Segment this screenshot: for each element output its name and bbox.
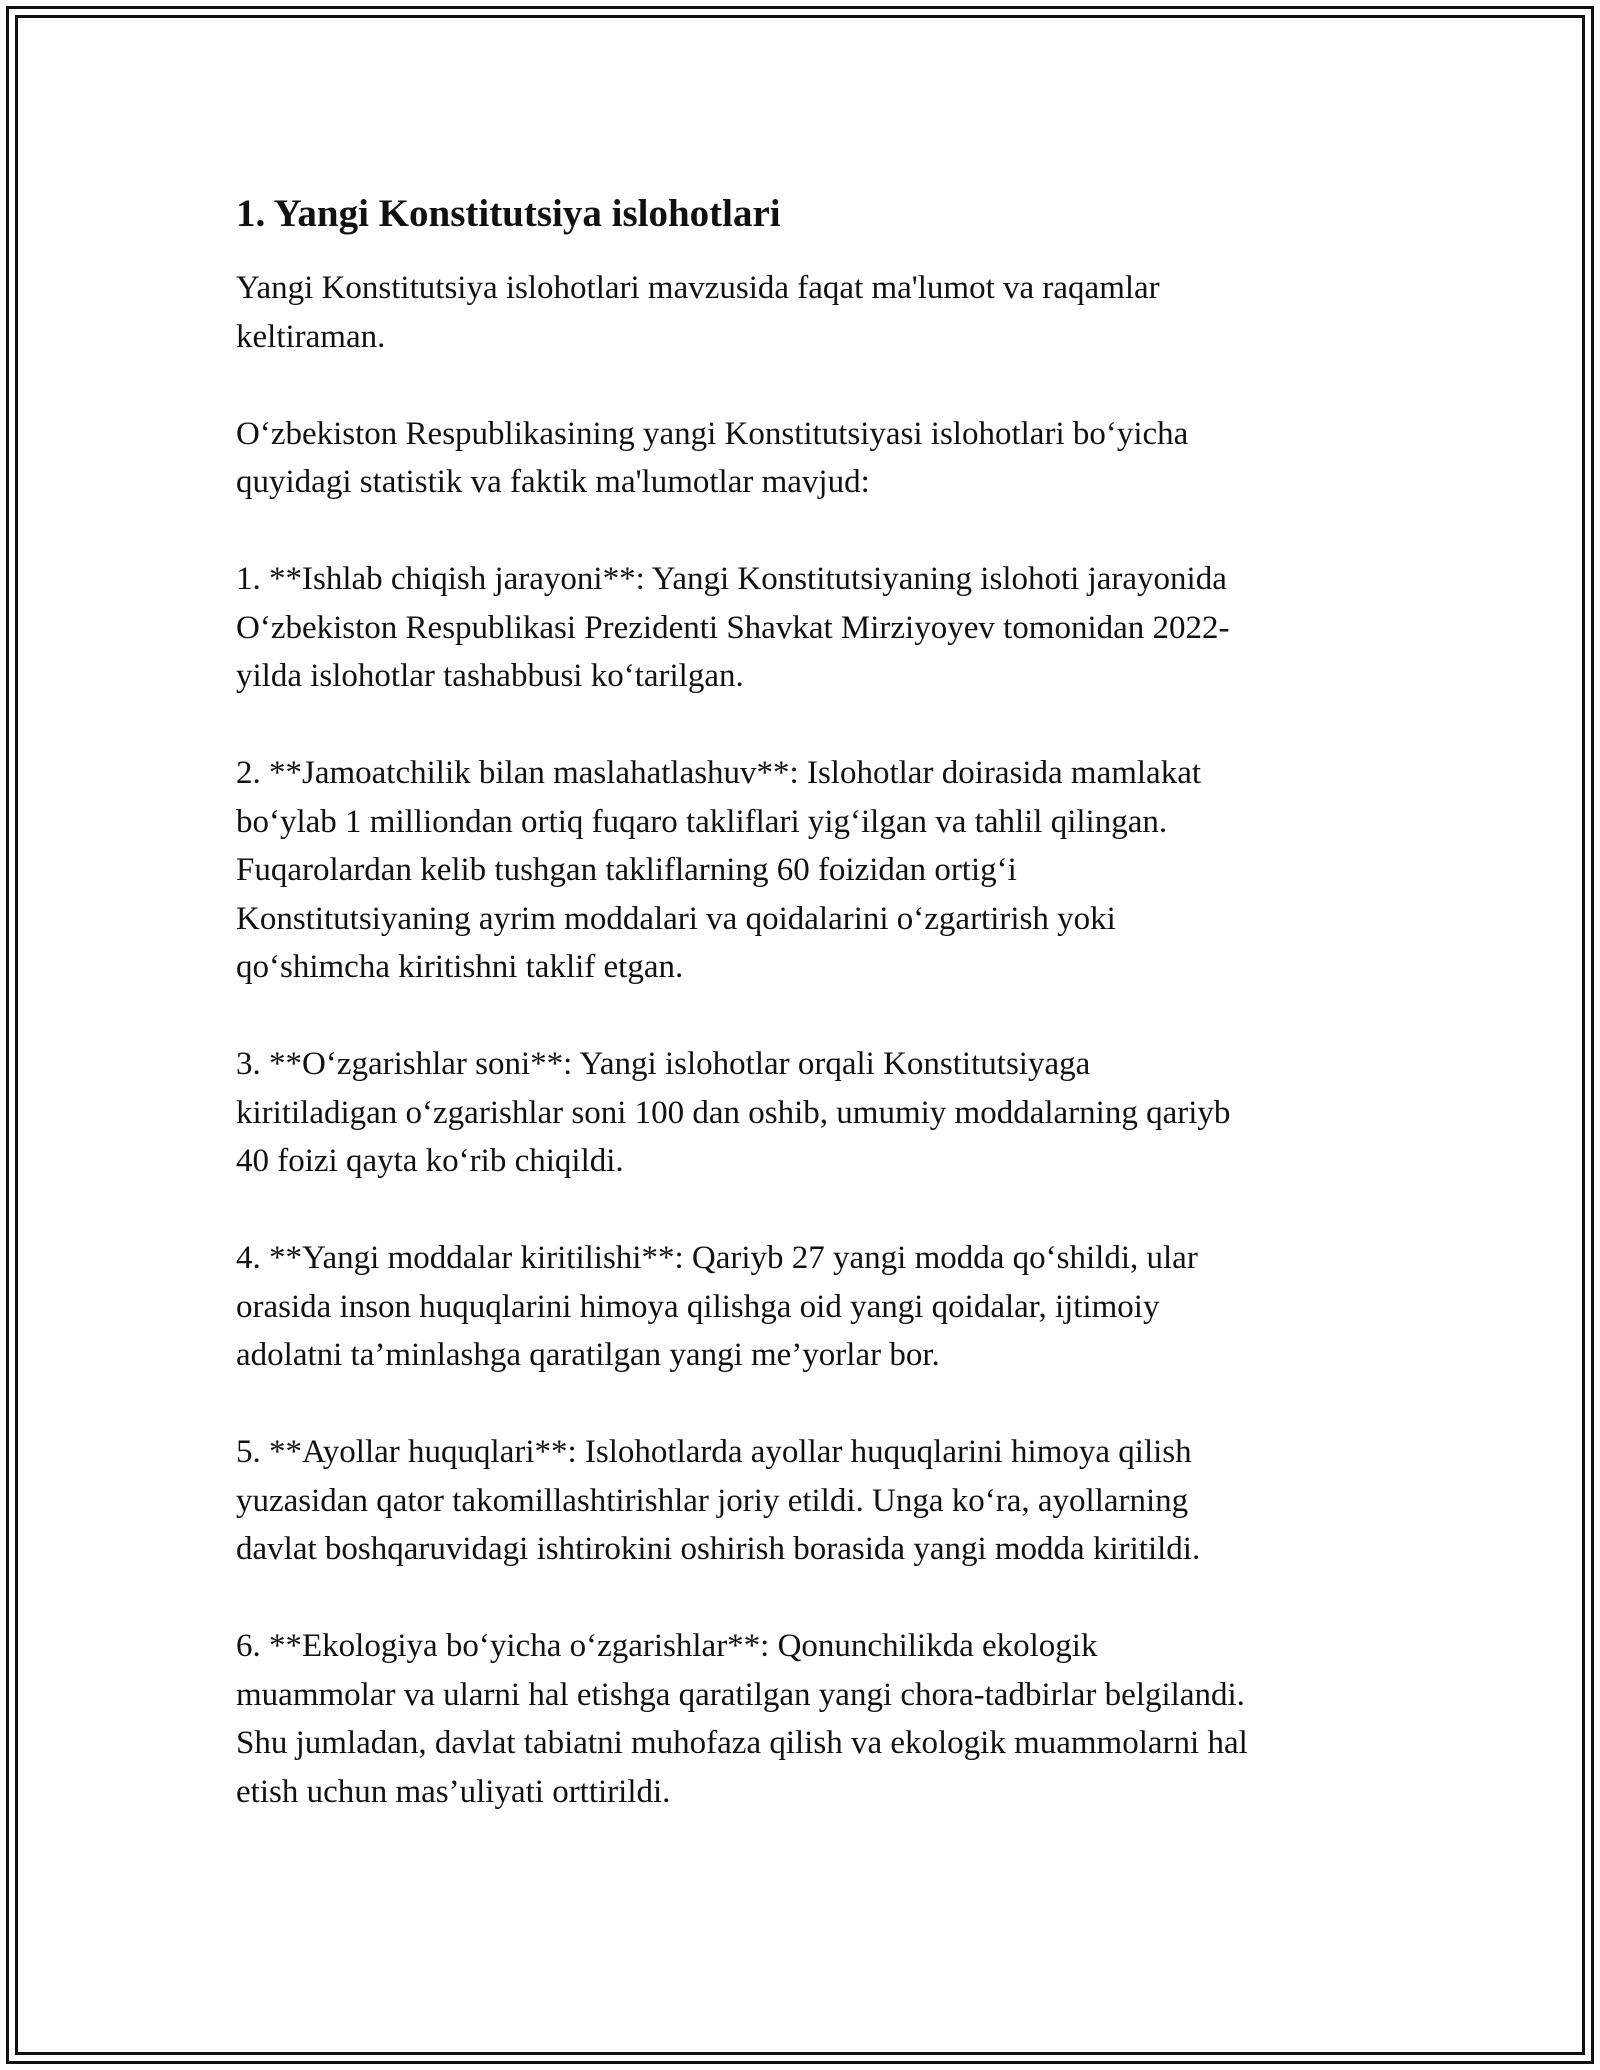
list-item-6-ecology-changes: 6. **Ekologiya bo‘yicha o‘zgarishlar**: Qonunchilikda ekologik muammolar va ularni hal etishga qaratilgan yangi chora-tadbirlar belgilandi. Shu jumladan, davlat tabiatni muhofaza qilish va ekologik muammolarni hal etish uchun mas’uliyati orttirildi.: [236, 1628, 1248, 1810]
document-title: 1. Yangi Konstitutsiya islohotlari: [236, 192, 781, 235]
list-item-3-number-of-changes: 3. **O‘zgarishlar soni**: Yangi islohotlar orqali Konstitutsiyaga kiritiladigan o‘zgarishlar soni 100 dan oshib, umumiy moddalarning qariyb 40 foizi qayta ko‘rib chiqildi.: [236, 1046, 1231, 1179]
list-item-4-new-articles: 4. **Yangi moddalar kiritilishi**: Qariyb 27 yangi modda qo‘shildi, ular orasida inson huquqlarini himoya qilishga oid yangi qoidalar, ijtimoiy adolatni ta’minlashga qaratilgan yangi me’yorlar bor.: [236, 1240, 1198, 1373]
list-item-1-development-process: 1. **Ishlab chiqish jarayoni**: Yangi Konstitutsiyaning islohoti jarayonida O‘zbekiston Respublikasi Prezidenti Shavkat Mirziyoyev tomonidan 2022- yilda islohotlar tashabbusi ko‘tarilgan.: [236, 561, 1230, 694]
list-item-2-public-consultation: 2. **Jamoatchilik bilan maslahatlashuv**: Islohotlar doirasida mamlakat bo‘ylab 1 milliondan ortiq fuqaro takliflari yig‘ilgan va tahlil qilingan. Fuqarolardan kelib tushgan takliflarning 60 foizidan ortig‘i Konstitutsiyaning ayrim moddalari va qoidalarini o‘zgartirish yoki qo‘shimcha kiritishni taklif etgan.: [236, 755, 1202, 985]
document-body: [236, 186, 1396, 1865]
list-item-5-womens-rights: 5. **Ayollar huquqlari**: Islohotlarda ayollar huquqlarini himoya qilish yuzasidan qator takomillashtirishlar joriy etildi. Unga ko‘ra, ayollarning davlat boshqaruvidagi ishtirokini oshirish borasida yangi modda kiritildi.: [236, 1434, 1201, 1567]
intro-paragraph: Yangi Konstitutsiya islohotlari mavzusida faqat ma'lumot va raqamlar keltiraman.: [236, 270, 1160, 355]
context-paragraph: O‘zbekiston Respublikasining yangi Konstitutsiyasi islohotlari bo‘yicha quyidagi statistik va faktik ma'lumotlar mavjud:: [236, 415, 1189, 500]
